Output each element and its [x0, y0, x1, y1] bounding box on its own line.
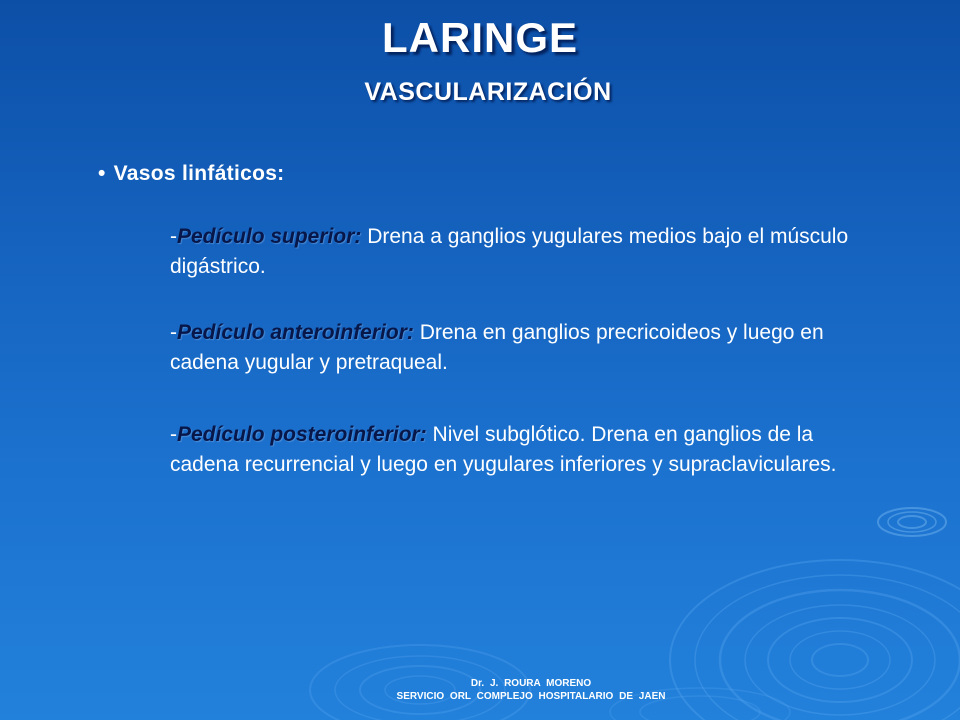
item-label: Pedículo anteroinferior: [177, 321, 414, 344]
item-prefix: - [170, 321, 177, 344]
footer-institution: SERVICIO ORL COMPLEJO HOSPITALARIO DE JAEN [396, 691, 666, 702]
item-text: Drena en ganglios precricoideos y luego en cadena yugular y pretraqueal. [170, 321, 824, 374]
lymph-item-superior [170, 222, 860, 282]
item-text: Nivel subglótico. Drena en ganglios de la cadena recurrencial y luego en yugulares inferiores y supraclaviculares. [170, 423, 837, 476]
footer-author: Dr. J. ROURA MORENO [470, 678, 592, 689]
lymph-item-posteroinferior [170, 420, 860, 480]
bullet-dot: • [98, 162, 106, 185]
slide-title: LARINGE [382, 14, 578, 61]
slide-footer [0, 677, 960, 703]
item-prefix: - [170, 225, 177, 248]
slide-subtitle: VASCULARIZACIÓN [364, 78, 612, 106]
lymph-item-anteroinferior [170, 318, 860, 378]
item-label: Pedículo superior: [177, 225, 362, 248]
item-text: Drena a ganglios yugulares medios bajo el músculo digástrico. [170, 225, 849, 278]
bullet-heading: Vasos linfáticos: [113, 162, 285, 185]
item-label: Pedículo posteroinferior: [177, 423, 427, 446]
bullet-heading-row [98, 162, 284, 186]
item-prefix: - [170, 423, 177, 446]
